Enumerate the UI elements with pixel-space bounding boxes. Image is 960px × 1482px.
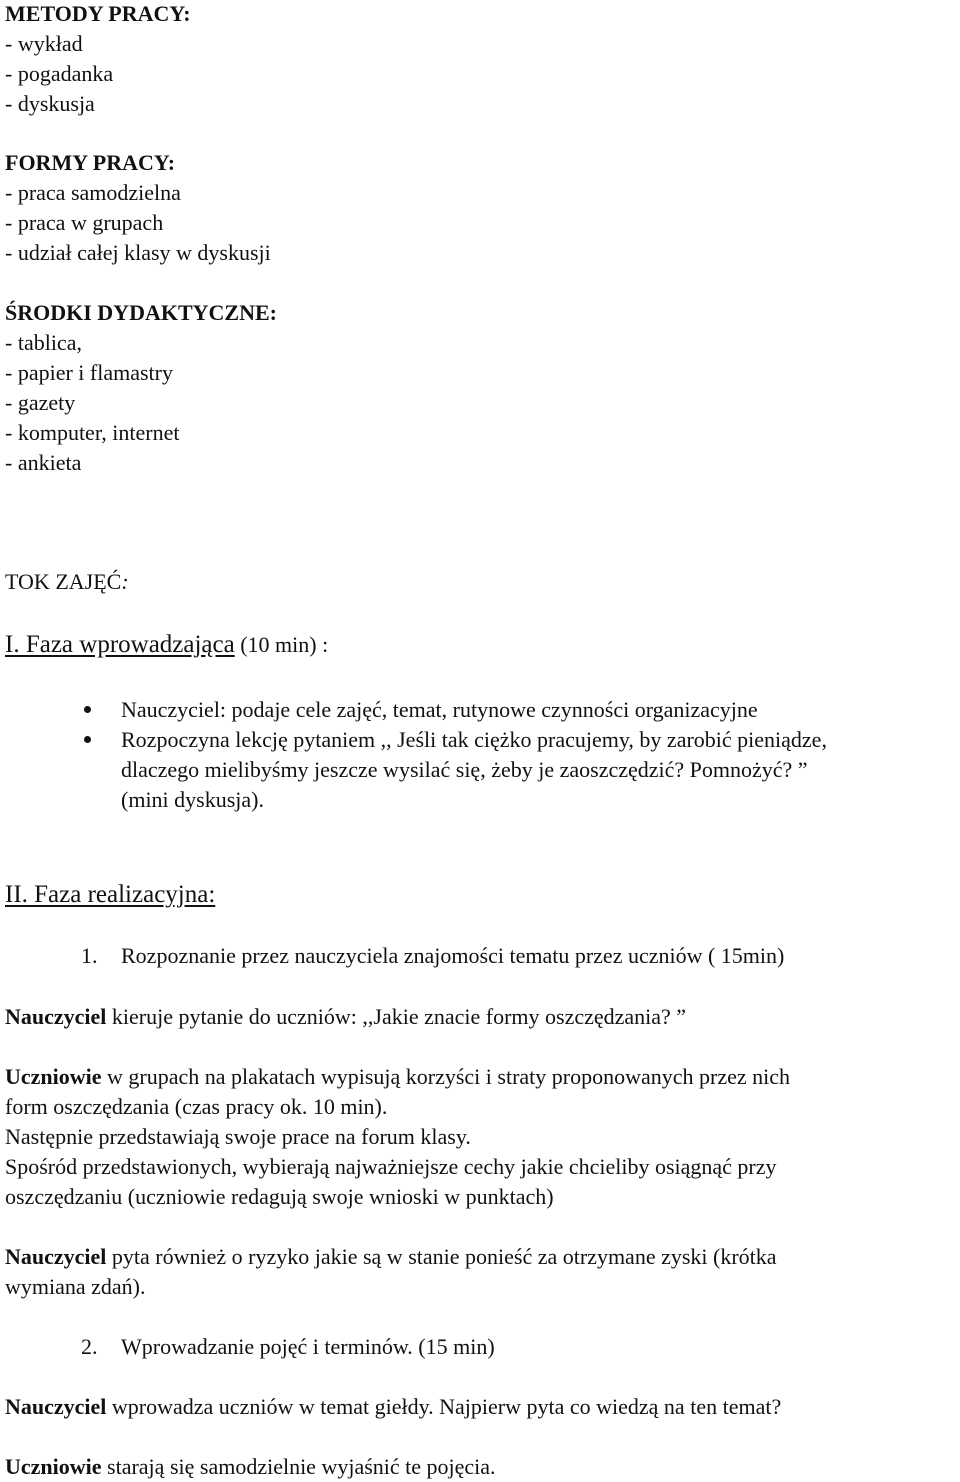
p2-text: w grupach na plakatach wypisują korzyści i straty proponowanych przez nich: [101, 1064, 791, 1089]
srodki-item: - komputer, internet: [5, 420, 180, 445]
p1-text: kieruje pytanie do uczniów: ,,Jakie znacie formy oszczędzania? ”: [106, 1004, 687, 1029]
srodki-item: - gazety: [5, 390, 76, 415]
point2-text: Wprowadzanie pojęć i terminów. (15 min): [121, 1334, 495, 1359]
p5-bold: Uczniowie: [5, 1454, 102, 1479]
p3-line: [5, 1244, 777, 1270]
metody-item: - wykład: [5, 31, 83, 56]
formy-item: - udział całej klasy w dyskusji: [5, 240, 271, 265]
p2-bold: Uczniowie: [5, 1064, 102, 1089]
faza2-title: II. Faza realizacyjna:: [5, 881, 216, 908]
faza2-heading: [5, 880, 215, 910]
formy-item: - praca samodzielna: [5, 180, 181, 205]
p2-line: [5, 1064, 790, 1090]
faza1-title: I. Faza wprowadzająca: [5, 631, 235, 658]
faza1-bullet-line: Nauczyciel: podaje cele zajęć, temat, rutynowe czynności organizacyjne: [121, 697, 758, 722]
p4-line: [5, 1394, 781, 1420]
faza1-bullet-line: (mini dyskusja).: [121, 787, 264, 812]
point1-text: Rozpoznanie przez nauczyciela znajomości tematu przez uczniów ( 15min): [121, 943, 785, 968]
point2-number: 2.: [81, 1334, 98, 1359]
srodki-item: - papier i flamastry: [5, 360, 173, 385]
srodki-item: - ankieta: [5, 450, 82, 475]
faza1-bullet-line: Rozpoczyna lekcję pytaniem ,, Jeśli tak ciężko pracujemy, by zarobić pieniądze,: [121, 727, 827, 752]
p3-text: pyta również o ryzyko jakie są w stanie ponieść za otrzymane zyski (krótka: [106, 1244, 777, 1269]
p5-text: starają się samodzielnie wyjaśnić te pojęcia.: [101, 1454, 496, 1479]
metody-item: - pogadanka: [5, 61, 114, 86]
faza1-suffix: (10 min) :: [234, 632, 329, 657]
p2-line: form oszczędzania (czas pracy ok. 10 min).: [5, 1094, 388, 1119]
formy-heading: FORMY PRACY:: [5, 150, 176, 175]
bullet-dot-icon: [84, 736, 91, 743]
p1-line: [5, 1004, 686, 1030]
formy-item: - praca w grupach: [5, 210, 164, 235]
p2-line: oszczędzaniu (uczniowie redagują swoje wnioski w punktach): [5, 1184, 554, 1209]
p1-bold: Nauczyciel: [5, 1004, 107, 1029]
bullet-dot-icon: [84, 706, 91, 713]
metody-item: - dyskusja: [5, 91, 95, 116]
srodki-heading: ŚRODKI DYDAKTYCZNE:: [5, 300, 277, 325]
p5-line: [5, 1454, 496, 1480]
point1-number: 1.: [81, 943, 98, 968]
p3-bold: Nauczyciel: [5, 1244, 107, 1269]
faza1-heading: [5, 630, 328, 660]
p2-line: Następnie przedstawiają swoje prace na forum klasy.: [5, 1124, 471, 1149]
srodki-item: - tablica,: [5, 330, 82, 355]
p4-bold: Nauczyciel: [5, 1394, 107, 1419]
metody-heading: METODY PRACY:: [5, 1, 191, 26]
p2-line: Spośród przedstawionych, wybierają najważniejsze cechy jakie chcieliby osiągnąć przy: [5, 1154, 777, 1179]
tok-heading-text: TOK ZAJĘĆ: [5, 569, 122, 594]
p4-text: wprowadza uczniów w temat giełdy. Najpierw pyta co wiedzą na ten temat?: [106, 1394, 782, 1419]
tok-heading: [5, 569, 129, 595]
tok-heading-colon: :: [121, 569, 129, 594]
faza1-bullet-line: dlaczego mielibyśmy jeszcze wysilać się, żeby je zaoszczędzić? Pomnożyć? ”: [121, 757, 808, 782]
p3-line: wymiana zdań).: [5, 1274, 146, 1299]
